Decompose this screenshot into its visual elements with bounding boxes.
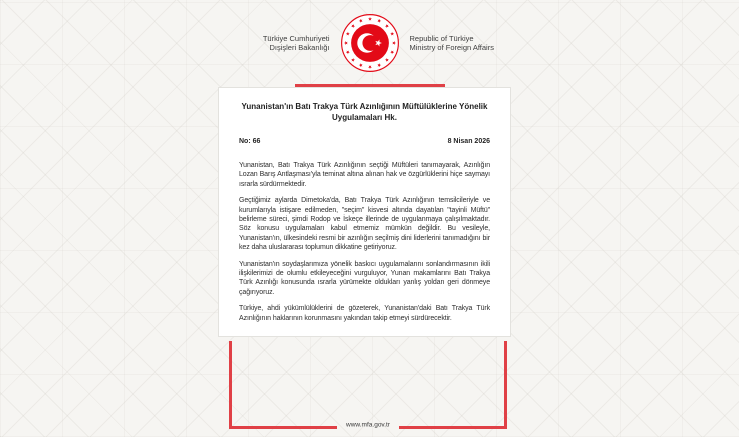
ministry-name-english — [410, 34, 528, 53]
frame-left-line — [229, 341, 232, 429]
press-release-title: Yunanistan'ın Batı Trakya Türk Azınlığının Müftülüklerine Yönelik Uygulamaları Hk. — [241, 102, 488, 122]
ministry-en-line1: Republic of Türkiye — [409, 33, 474, 43]
mfa-emblem-icon — [340, 13, 400, 73]
frame-bottom-row — [229, 419, 507, 429]
body-paragraph: Yunanistan, Batı Trakya Türk Azınlığının seçtiği Müftüleri tanımayarak, Azınlığın Lozan Barış Antlaşması'yla teminat altına alınan hak ve özgürlüklerini hiçe saymayı ısrarla sürdürmektedir. — [239, 162, 490, 188]
ministry-header — [0, 12, 739, 74]
ministry-en-line2: Ministry of Foreign Affairs — [409, 43, 494, 52]
frame-right-line — [504, 341, 507, 429]
frame-bottom-line-left — [229, 426, 337, 429]
release-date: 8 Nisan 2026 — [447, 138, 490, 145]
body-paragraph: Türkiye, ahdi yükümlülüklerini de gözeterek, Yunanistan'daki Batı Trakya Türk Azınlığının haklarının korunmasını yakından takip etmeyi sürdürecektir. — [239, 305, 490, 322]
ministry-name-turkish — [212, 34, 330, 53]
press-release-body — [239, 161, 490, 323]
footer-website-url: www.mfa.gov.tr — [346, 421, 390, 429]
release-number: No: 66 — [239, 138, 261, 145]
ministry-tr-line2: Dışişleri Bakanlığı — [269, 43, 330, 52]
ministry-tr-line1: Türkiye Cumhuriyeti — [262, 33, 330, 43]
release-meta-row — [239, 138, 490, 145]
bottom-red-frame — [229, 341, 507, 429]
body-paragraph: Yunanistan'ın soydaşlarımıza yönelik baskıcı uygulamalarını sonlandırmasının ikili ilişkilerimizi de olumlu etkileyeceğini vurguluyor, Yunan makamlarını Batı Trakya Türk Azınlığı konusunda ısrarla yürümekte oldukları yanlış yoldan geri dönmeye çağırıyoruz. — [239, 260, 490, 296]
body-paragraph: Geçtiğimiz aylarda Dimetoka'da, Batı Trakya Türk Azınlığının temsilcileriyle ve kurumlarıyla istişare edilmeden, "seçim" kisvesi altında dayatılan "tayinli Müftü" belirleme süreci, şimdi Rodop ve İskeçe illerinde de uygulanmaya çalışılmaktadır. Söz konusu uygulamaları kabul etmemiz mümkün değildir. Bu vesileyle, Yunanistan'ın, ülkesindeki resmi bir azınlığın seçilmiş dini liderlerini tanımadığını bir kez daha uluslararası toplumun dikkatine getiriyoruz. — [239, 197, 490, 252]
press-release-card — [218, 87, 511, 337]
frame-bottom-line-right — [399, 426, 507, 429]
